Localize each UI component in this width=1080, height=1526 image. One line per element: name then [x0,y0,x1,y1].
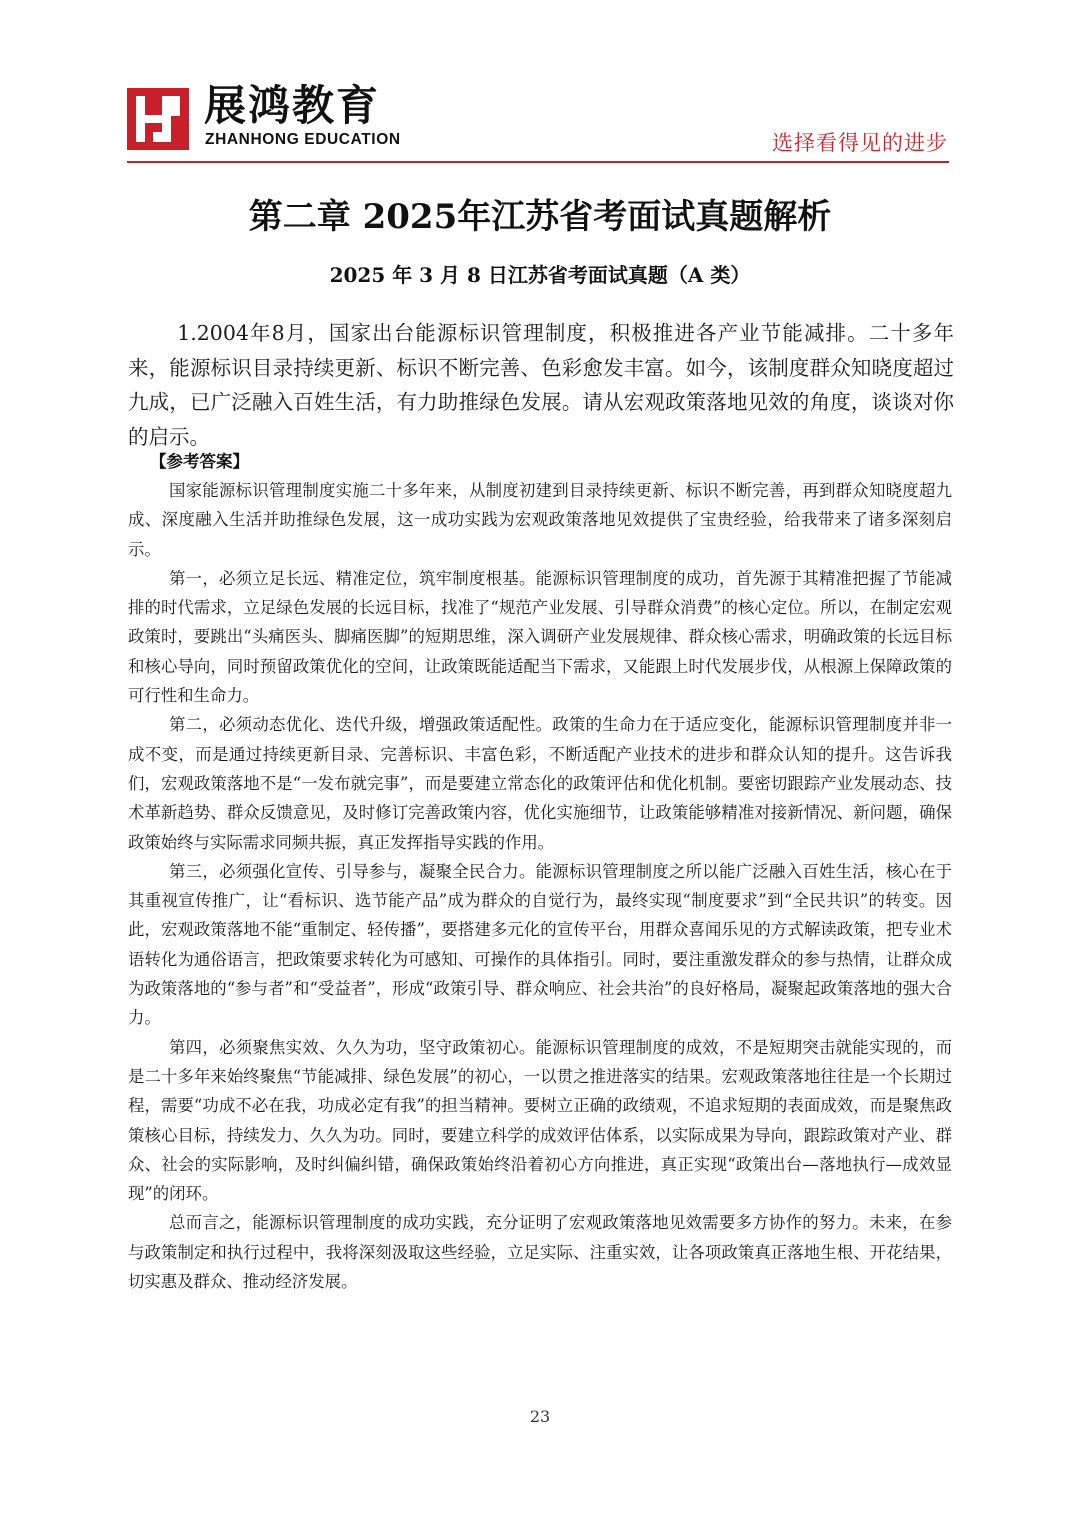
page-number: 23 [529,1407,551,1426]
chapter-title: 第二章 2025年江苏省考面试真题解析 [248,197,832,237]
header-divider [127,161,949,163]
exam-subtitle: 2025 年 3 月 8 日江苏省考面试真题（A 类） [329,263,751,287]
answer-paragraph-first: 第一，必须立足长远、精准定位，筑牢制度根基。能源标识管理制度的成功，首先源于其精准把握了节能减排的时代需求，立足绿色发展的长远目标，找准了“规范产业发展、引导群众消费”的核心定位。所以，在制定宏观政策时，要跳出“头痛医头、脚痛医脚”的短期思维，深入调研产业发展规律、群众核心需求，明确政策的长远目标和核心导向，同时预留政策优化的空间，让政策既能适配当下需求，又能跟上时代发展步伐，从根源上保障政策的可行性和生命力。 [128,568,952,706]
answer-paragraph-conclusion: 总而言之，能源标识管理制度的成功实践，充分证明了宏观政策落地见效需要多方协作的努力。未来，在参与政策制定和执行过程中，我将深刻汲取这些经验，立足实际、注重实效，让各项政策真正落地生根、开花结果，切实惠及群众、推动经济发展。 [128,1213,952,1292]
answer-paragraph-fourth: 第四，必须聚焦实效、久久为功，坚守政策初心。能源标识管理制度的成效，不是短期突击就能实现的，而是二十多年来始终聚焦“节能减排、绿色发展”的初心，一以贯之推进落实的结果。宏观政策落地往往是一个长期过程，需要“功成不必在我，功成必定有我”的担当精神。要树立正确的政绩观，不追求短期的表面成效，而是聚焦政策核心目标，持续发力、久久为功。同时，要建立科学的成效评估体系，以实际成果为导向，跟踪政策对产业、群众、社会的实际影响，及时纠偏纠错，确保政策始终沿着初心方向推进，真正实现“政策出台—落地执行—成效显现”的闭环。 [128,1037,952,1204]
page-header [0,0,1080,170]
brand-name-cn: 展鸿教育 [204,81,381,130]
answer-paragraph-intro: 国家能源标识管理制度实施二十多年来，从制度初建到目录持续更新、标识不断完善，再到群众知晓度超九成、深度融入生活并助推绿色发展，这一成功实践为宏观政策落地见效提供了宝贵经验，给我带来了诸多深刻启示。 [128,481,952,559]
answer-paragraph-second: 第二，必须动态优化、迭代升级，增强政策适配性。政策的生命力在于适应变化，能源标识管理制度并非一成不变，而是通过持续更新目录、完善标识、丰富色彩，不断适配产业技术的进步和群众认知的提升。这告诉我们，宏观政策落地不是“一发布就完事”，而是要建立常态化的政策评估和优化机制。要密切跟踪产业发展动态、技术革新趋势、群众反馈意见，及时修订完善政策内容，优化实施细节，让政策能够精准对接新情况、新问题，确保政策始终与实际需求同频共振，真正发挥指导实践的作用。 [128,715,952,852]
answer-body [128,476,952,1296]
brand-slogan: 选择看得见的进步 [772,131,948,155]
zhanhong-logo-icon [127,88,189,150]
question-text: 1.2004年8月，国家出台能源标识管理制度，积极推进各产业节能减排。二十多年来，能源标识目录持续更新、标识不断完善、色彩愈发丰富。如今，该制度群众知晓度超过九成，已广泛融入百姓生活，有力助推绿色发展。请从宏观政策落地见效的角度，谈谈对你的启示。 [128,321,954,449]
answer-paragraph-third: 第三，必须强化宣传、引导参与，凝聚全民合力。能源标识管理制度之所以能广泛融入百姓生活，核心在于其重视宣传推广，让“看标识、选节能产品”成为群众的自觉行为，最终实现“制度要求”到“全民共识”的转变。因此，宏观政策落地不能“重制定、轻传播”，要搭建多元化的宣传平台，用群众喜闻乐见的方式解读政策，把专业术语转化为通俗语言，把政策要求转化为可感知、可操作的具体指引。同时，要注重激发群众的参与热情，让群众成为政策落地的“参与者”和“受益者”，形成“政策引导、群众响应、社会共治”的良好格局，凝聚起政策落地的强大合力。 [128,861,952,1028]
brand-name-en: ZHANHONG EDUCATION [205,131,401,148]
answer-heading: 【参考答案】 [150,452,249,471]
